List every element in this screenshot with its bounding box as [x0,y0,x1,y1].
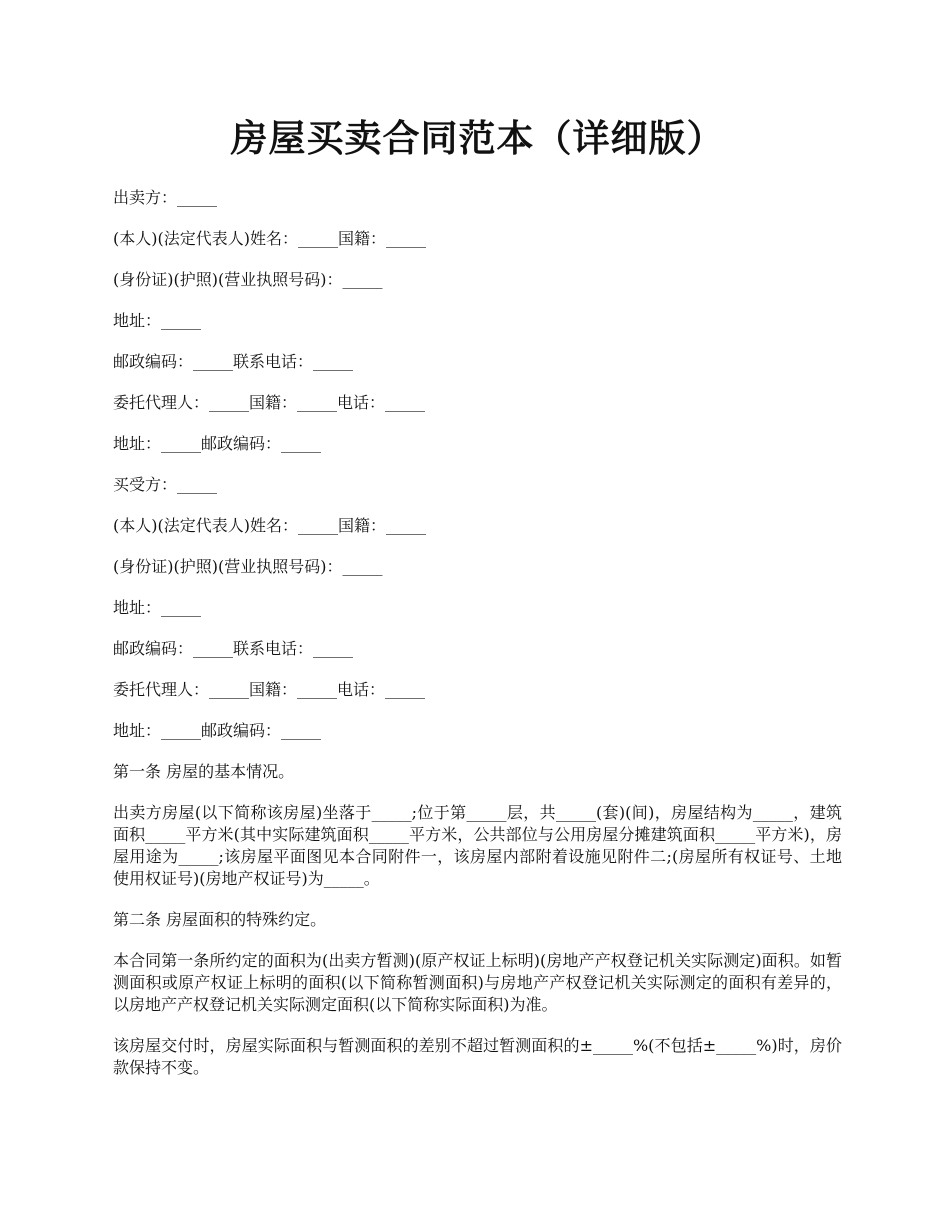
seller-label: 出卖方：_____ [113,188,218,207]
seller-agent: 委托代理人：_____国籍：_____电话：_____ [113,393,426,412]
document-title: 房屋买卖合同范本（详细版） [230,116,725,160]
seller-name-line: (本人)(法定代表人)姓名：_____国籍：_____ [113,229,426,248]
buyer-name-line: (本人)(法定代表人)姓名：_____国籍：_____ [113,516,426,535]
seller-id-line: (身份证)(护照)(营业执照号码)：_____ [113,270,383,289]
buyer-agent: 委托代理人：_____国籍：_____电话：_____ [113,680,426,699]
article1-body: 出卖方房屋(以下简称该房屋)坐落于_____;位于第_____层，共_____(套)(间)，房屋结构为_____，建筑面积_____平方米(其中实际建筑面积_____平方米，公共部位与公用房屋分摊建筑面积_____平方米)，房屋用途为_____;该房屋平面图见本合同附件一，该房屋内部附着设施见附件二;(房屋所有权证号、土地使用权证号)(房地产权证号)为_____。 [113,803,842,888]
buyer-postal-phone: 邮政编码：_____联系电话：_____ [113,639,354,658]
article2-heading: 第二条 房屋面积的特殊约定。 [113,910,327,929]
buyer-agent-address: 地址：_____邮政编码：_____ [113,721,322,740]
article2-body-1: 本合同第一条所约定的面积为(出卖方暂测)(原产权证上标明)(房地产产权登记机关实际测定)面积。如暂测面积或原产权证上标明的面积(以下简称暂测面积)与房地产产权登记机关实际测定的面积有差异的，以房地产产权登记机关实际测定面积(以下简称实际面积)为准。 [113,951,842,1014]
seller-address: 地址：_____ [113,311,202,330]
article1-heading: 第一条 房屋的基本情况。 [113,762,295,781]
buyer-id-line: (身份证)(护照)(营业执照号码)：_____ [113,557,383,576]
seller-agent-address: 地址：_____邮政编码：_____ [113,434,322,453]
buyer-address: 地址：_____ [113,598,202,617]
seller-postal-phone: 邮政编码：_____联系电话：_____ [113,352,354,371]
buyer-label: 买受方：_____ [113,475,218,494]
article2-body-2: 该房屋交付时，房屋实际面积与暂测面积的差别不超过暂测面积的±_____%(不包括±_____%)时，房价款保持不变。 [113,1036,842,1077]
